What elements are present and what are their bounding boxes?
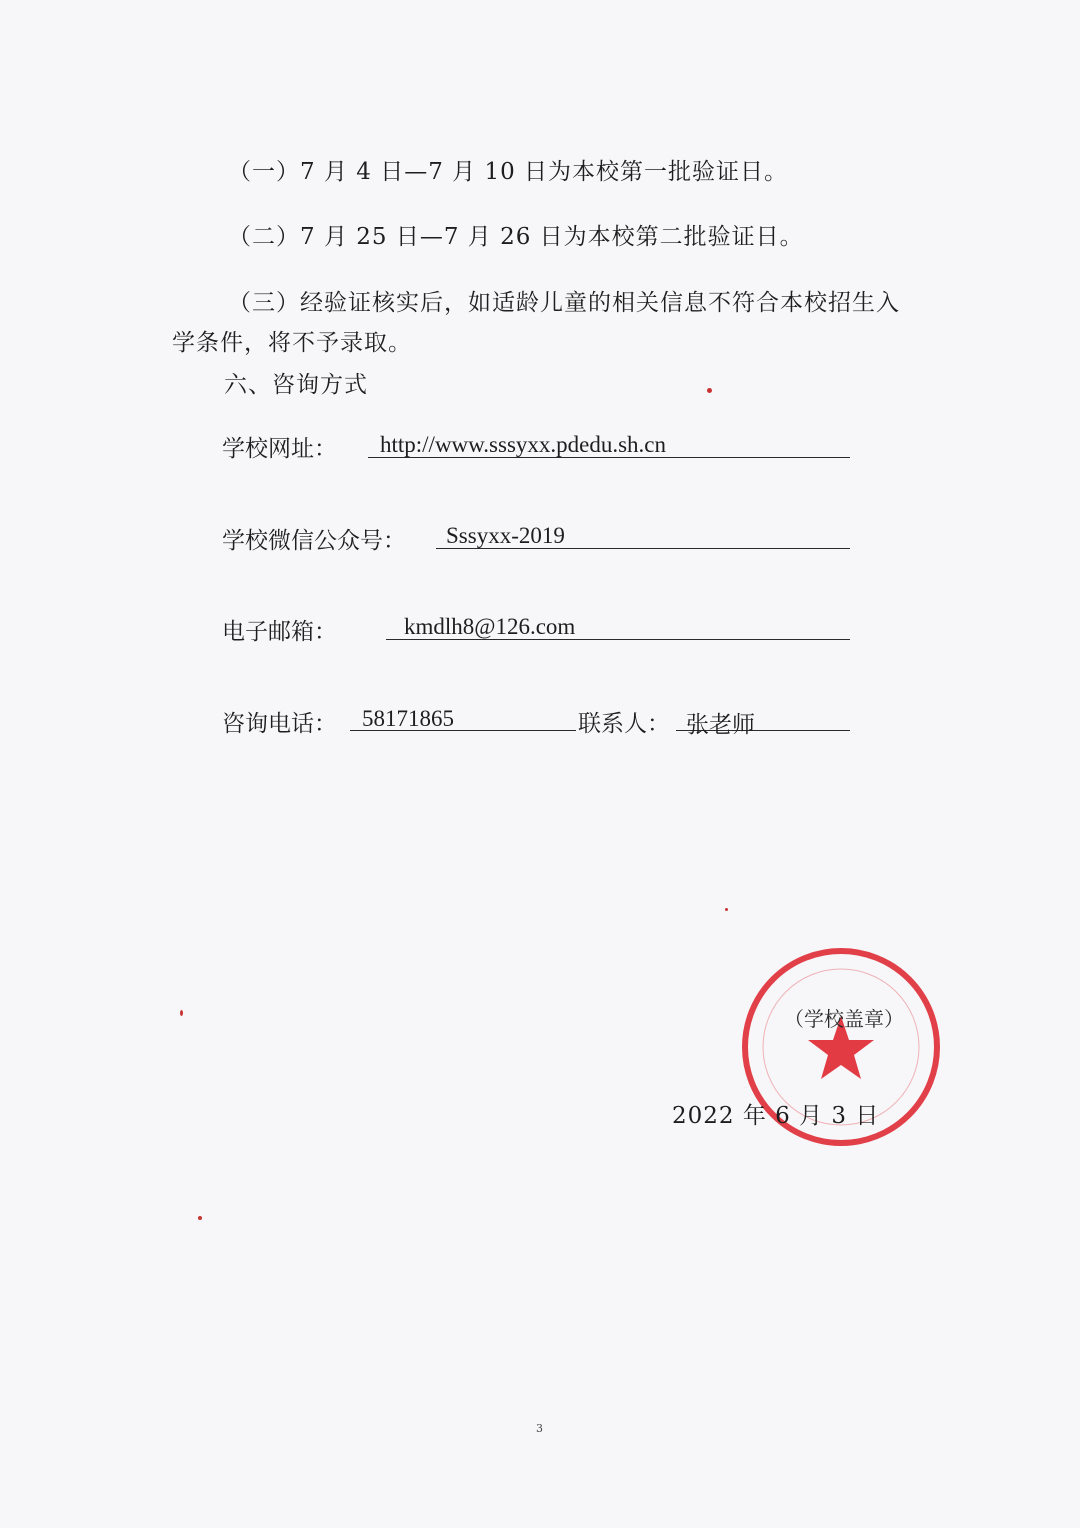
phone-value: 58171865: [362, 706, 454, 731]
paragraph-first-batch: （一）7 月 4 日—7 月 10 日为本校第一批验证日。: [228, 159, 789, 185]
wechat-label: 学校微信公众号：: [222, 528, 406, 554]
signature-date: 2022 年 6 月 3 日: [672, 1103, 880, 1129]
scan-speck: [180, 1010, 183, 1016]
seal-label: （学校盖章）: [784, 1007, 904, 1031]
paragraph-verification-note-line2: 学条件，将不予录取。: [172, 330, 412, 356]
website-label: 学校网址：: [222, 436, 337, 462]
contact-person-label: 联系人：: [578, 711, 670, 737]
email-value: kmdlh8@126.com: [404, 614, 576, 639]
section-heading-contact: 六、咨询方式: [224, 372, 368, 398]
wechat-value: Sssyxx-2019: [446, 523, 565, 548]
contact-person-value: 张老师: [686, 712, 755, 738]
scan-speck: [198, 1216, 202, 1220]
phone-label: 咨询电话：: [222, 711, 337, 737]
page-number: 3: [536, 1422, 543, 1435]
email-label: 电子邮箱：: [222, 619, 337, 645]
paragraph-second-batch: （二）7 月 25 日—7 月 26 日为本校第二批验证日。: [228, 224, 804, 250]
website-value: http://www.sssyxx.pdedu.sh.cn: [380, 432, 667, 457]
paragraph-verification-note-line1: （三）经验证核实后，如适龄儿童的相关信息不符合本校招生入: [228, 290, 900, 316]
scan-speck: [725, 908, 728, 911]
scan-speck: [707, 388, 712, 393]
